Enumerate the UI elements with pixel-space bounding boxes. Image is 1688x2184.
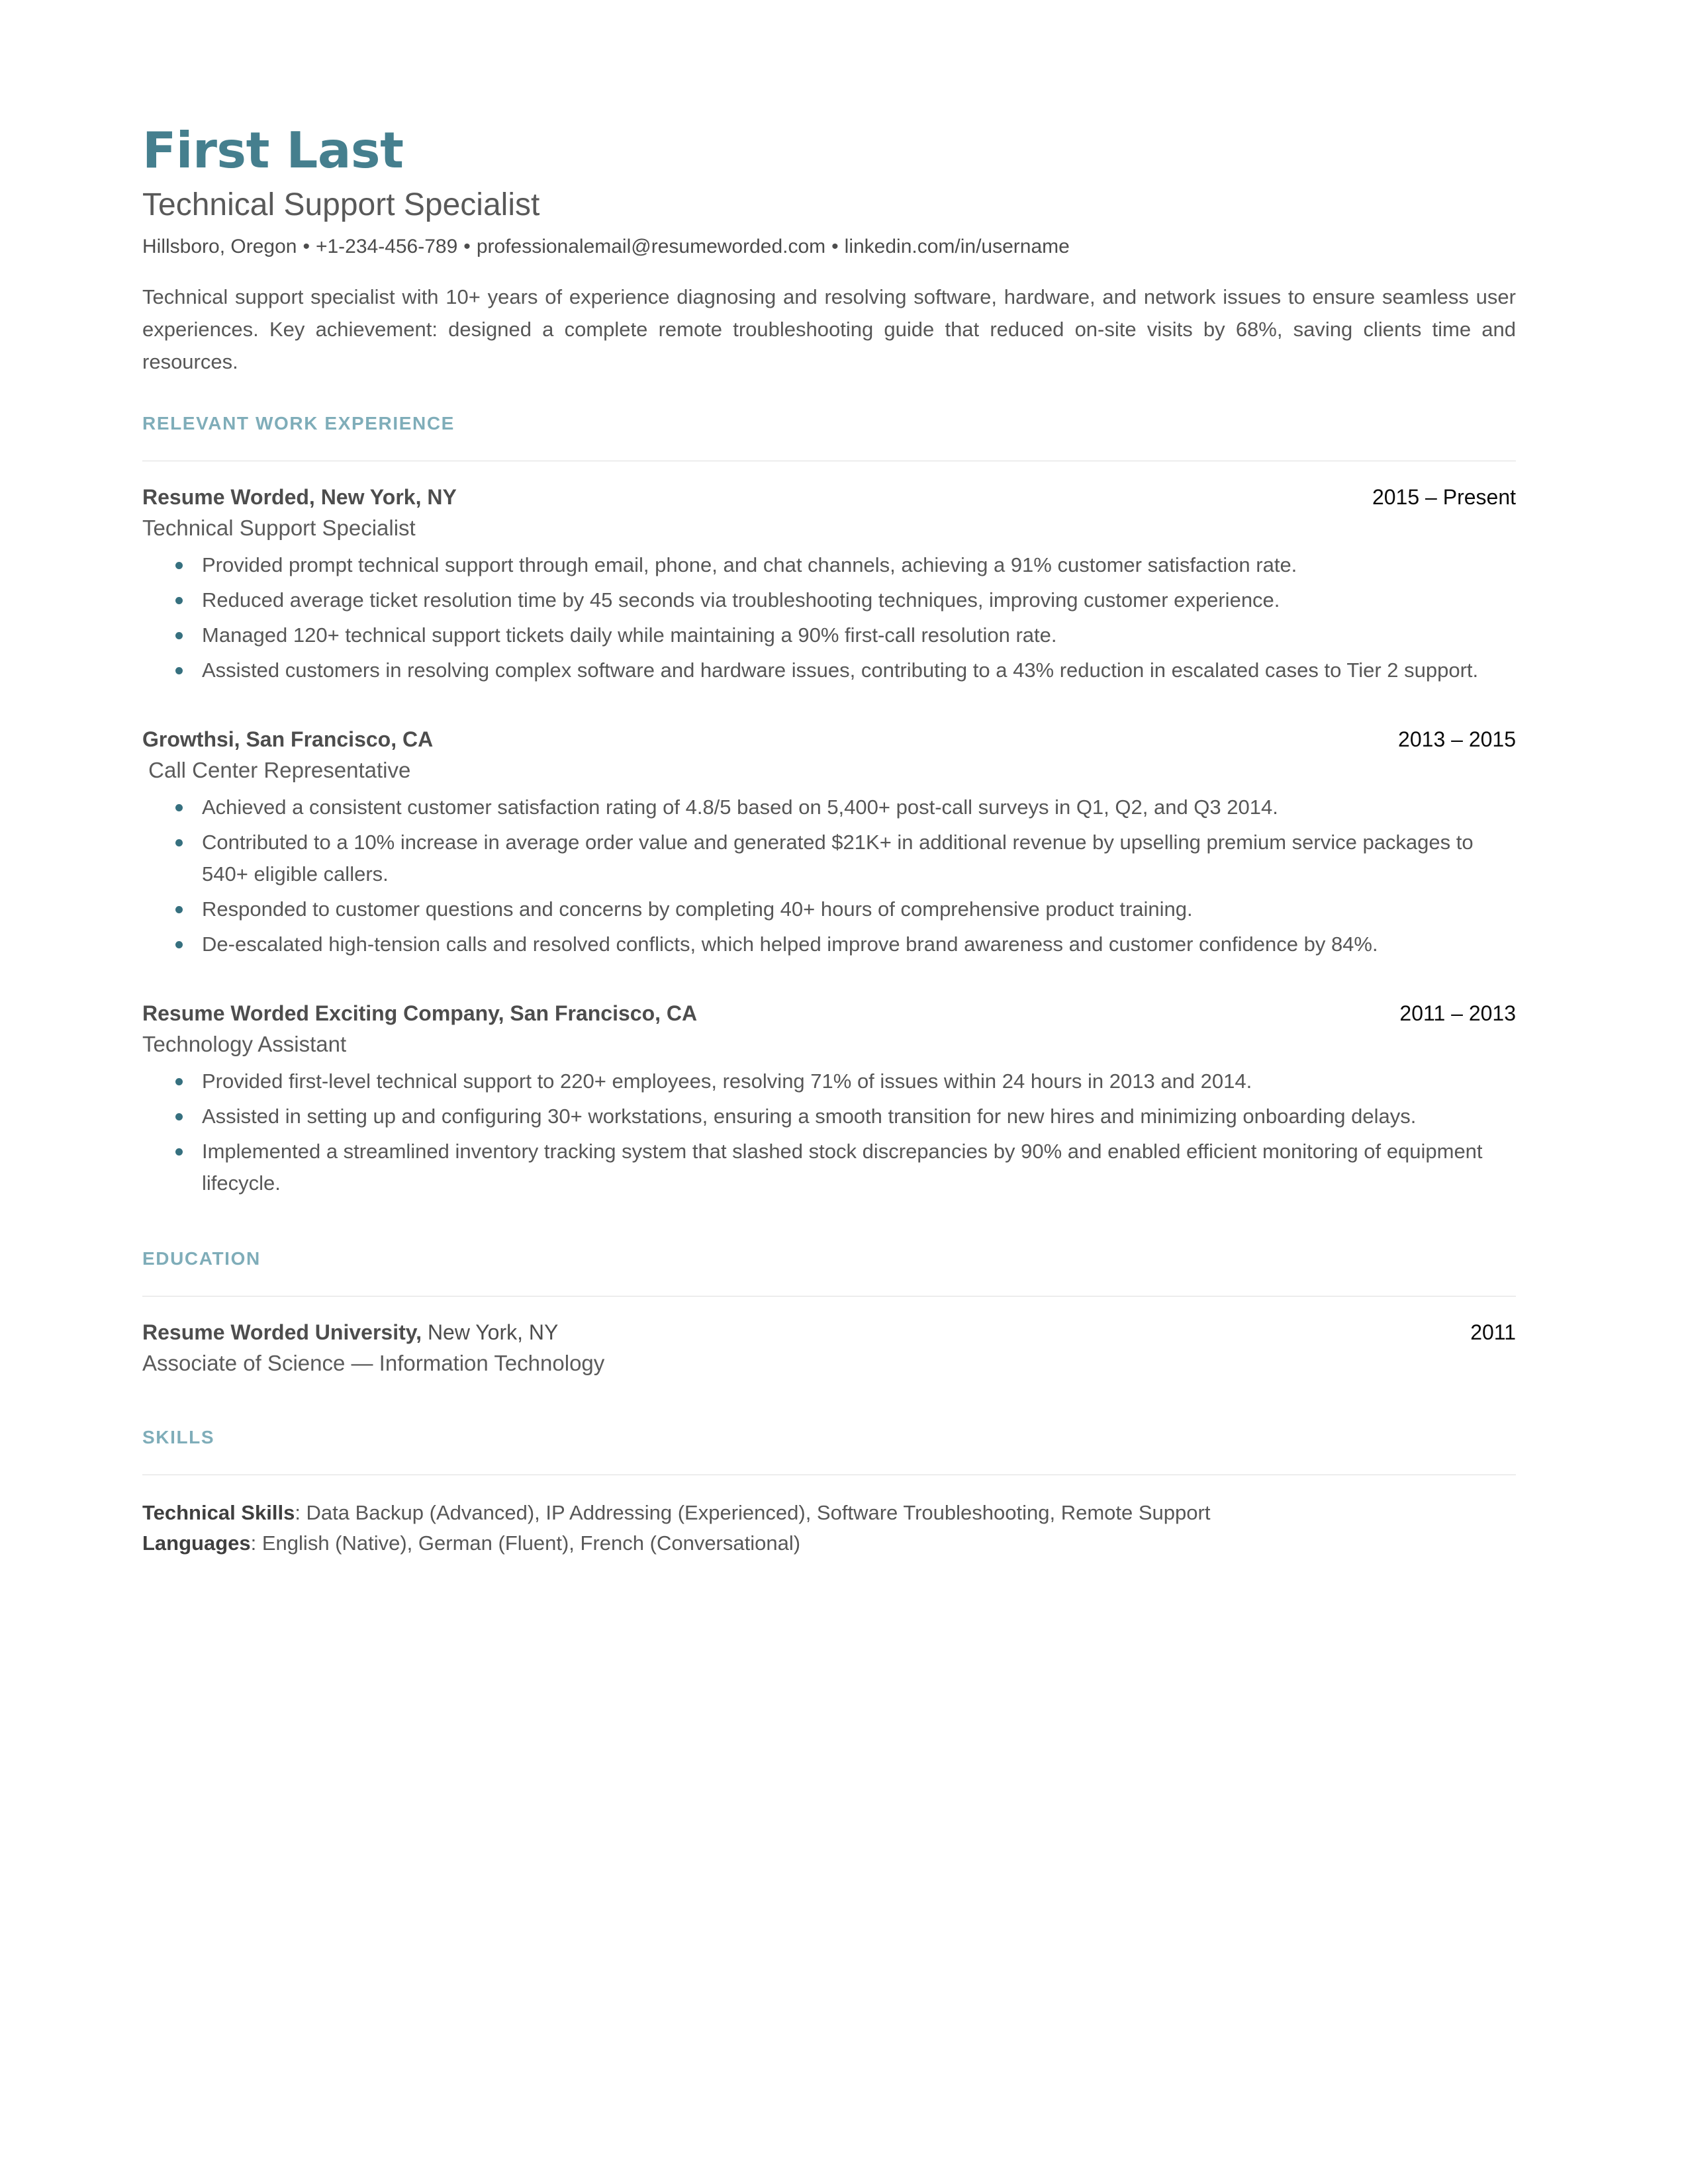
experience-bullet-list bbox=[142, 792, 1516, 960]
section-education bbox=[142, 1248, 1516, 1378]
education-entry bbox=[142, 1319, 1516, 1378]
skills-technical-label: Technical Skills bbox=[142, 1500, 295, 1524]
contact-email[interactable]: professionalemail@resumeworded.com bbox=[476, 235, 826, 257]
list-item: Reduced average ticket resolution time by 45 seconds via troubleshooting techniques, improving customer experience. bbox=[142, 584, 1516, 616]
entry-spacer bbox=[142, 980, 1516, 1000]
list-item: Assisted in setting up and configuring 30+ workstations, ensuring a smooth transition for new hires and minimizing onboarding delays. bbox=[142, 1101, 1516, 1132]
resume-header bbox=[142, 121, 1516, 379]
experience-dates: 2013 – 2015 bbox=[1398, 727, 1516, 751]
experience-entry-header bbox=[142, 726, 1516, 752]
contact-location: Hillsboro, Oregon bbox=[142, 235, 297, 257]
candidate-headline: Technical Support Specialist bbox=[142, 187, 540, 222]
skills-technical-value: : Data Backup (Advanced), IP Addressing (Experienced), Software Troubleshooting, Remote Support bbox=[295, 1500, 1211, 1524]
experience-role: Technical Support Specialist bbox=[142, 515, 416, 540]
section-title-education: EDUCATION bbox=[142, 1248, 261, 1269]
list-item: De-escalated high-tension calls and resolved conflicts, which helped improve brand awareness and customer confidence by 84%. bbox=[142, 929, 1516, 960]
list-item: Contributed to a 10% increase in average order value and generated $21K+ in additional revenue by upselling premium service packages to 540+ eligible callers. bbox=[142, 827, 1516, 890]
education-degree: Associate of Science — Information Technology bbox=[142, 1350, 605, 1375]
section-spacer bbox=[142, 1219, 1516, 1248]
list-item: Provided first-level technical support to 220+ employees, resolving 71% of issues within 24 hours in 2013 and 2014. bbox=[142, 1066, 1516, 1097]
education-school bbox=[142, 1319, 558, 1345]
section-spacer bbox=[142, 1398, 1516, 1427]
experience-entry bbox=[142, 726, 1516, 960]
experience-dates: 2015 – Present bbox=[1372, 484, 1516, 509]
education-school-name: Resume Worded University, bbox=[142, 1320, 422, 1344]
candidate-name: First Last bbox=[142, 121, 404, 179]
experience-role: Call Center Representative bbox=[142, 757, 411, 782]
section-divider bbox=[142, 1296, 1516, 1297]
contact-separator-icon: • bbox=[463, 235, 471, 257]
skills-technical-line bbox=[142, 1498, 1516, 1529]
section-skills bbox=[142, 1427, 1516, 1559]
list-item: Achieved a consistent customer satisfaction rating of 4.8/5 based on 5,400+ post-call surveys in Q1, Q2, and Q3 2014. bbox=[142, 792, 1516, 823]
skills-languages-line bbox=[142, 1528, 1516, 1559]
section-experience bbox=[142, 413, 1516, 1199]
list-item: Assisted customers in resolving complex software and hardware issues, contributing to a 43% reduction in escalated cases to Tier 2 support. bbox=[142, 655, 1516, 686]
contact-separator-icon: • bbox=[303, 235, 310, 257]
list-item: Managed 120+ technical support tickets daily while maintaining a 90% first-call resolution rate. bbox=[142, 619, 1516, 651]
professional-summary: Technical support specialist with 10+ years of experience diagnosing and resolving software, hardware, and network issues to ensure seamless user experiences. Key achievement: designed a complete remote troubleshooting guide that reduced on-site visits by 68%, saving clients time and resources. bbox=[142, 285, 1516, 373]
experience-bullet-list bbox=[142, 549, 1516, 686]
experience-role: Technology Assistant bbox=[142, 1031, 347, 1056]
contact-separator-icon: • bbox=[831, 235, 839, 257]
experience-entry-header bbox=[142, 484, 1516, 510]
entry-spacer bbox=[142, 706, 1516, 726]
resume-content bbox=[142, 121, 1516, 1559]
education-dates: 2011 bbox=[1470, 1320, 1516, 1344]
list-item: Provided prompt technical support through email, phone, and chat channels, achieving a 91% customer satisfaction rate. bbox=[142, 549, 1516, 581]
contact-linkedin[interactable]: linkedin.com/in/username bbox=[844, 235, 1070, 257]
section-title-experience: RELEVANT WORK EXPERIENCE bbox=[142, 412, 455, 433]
list-item: Responded to customer questions and concerns by completing 40+ hours of comprehensive product training. bbox=[142, 893, 1516, 925]
experience-entry bbox=[142, 1000, 1516, 1199]
experience-organization: Resume Worded Exciting Company, San Francisco, CA bbox=[142, 1001, 698, 1025]
contact-phone[interactable]: +1-234-456-789 bbox=[315, 235, 458, 257]
experience-bullet-list bbox=[142, 1066, 1516, 1199]
experience-organization: Growthsi, San Francisco, CA bbox=[142, 727, 434, 751]
experience-organization: Resume Worded, New York, NY bbox=[142, 484, 457, 509]
education-school-location: New York, NY bbox=[422, 1320, 559, 1344]
experience-entry bbox=[142, 484, 1516, 686]
list-item: Implemented a streamlined inventory tracking system that slashed stock discrepancies by 90% and enabled efficient monitoring of equipment lifecycle. bbox=[142, 1136, 1516, 1199]
skills-languages-label: Languages bbox=[142, 1531, 251, 1555]
experience-dates: 2011 – 2013 bbox=[1399, 1001, 1516, 1025]
section-title-skills: SKILLS bbox=[142, 1426, 215, 1447]
skills-languages-value: : English (Native), German (Fluent), French (Conversational) bbox=[250, 1531, 801, 1555]
experience-entry-header bbox=[142, 1000, 1516, 1026]
contact-line bbox=[142, 235, 1516, 259]
education-entry-header bbox=[142, 1319, 1516, 1345]
